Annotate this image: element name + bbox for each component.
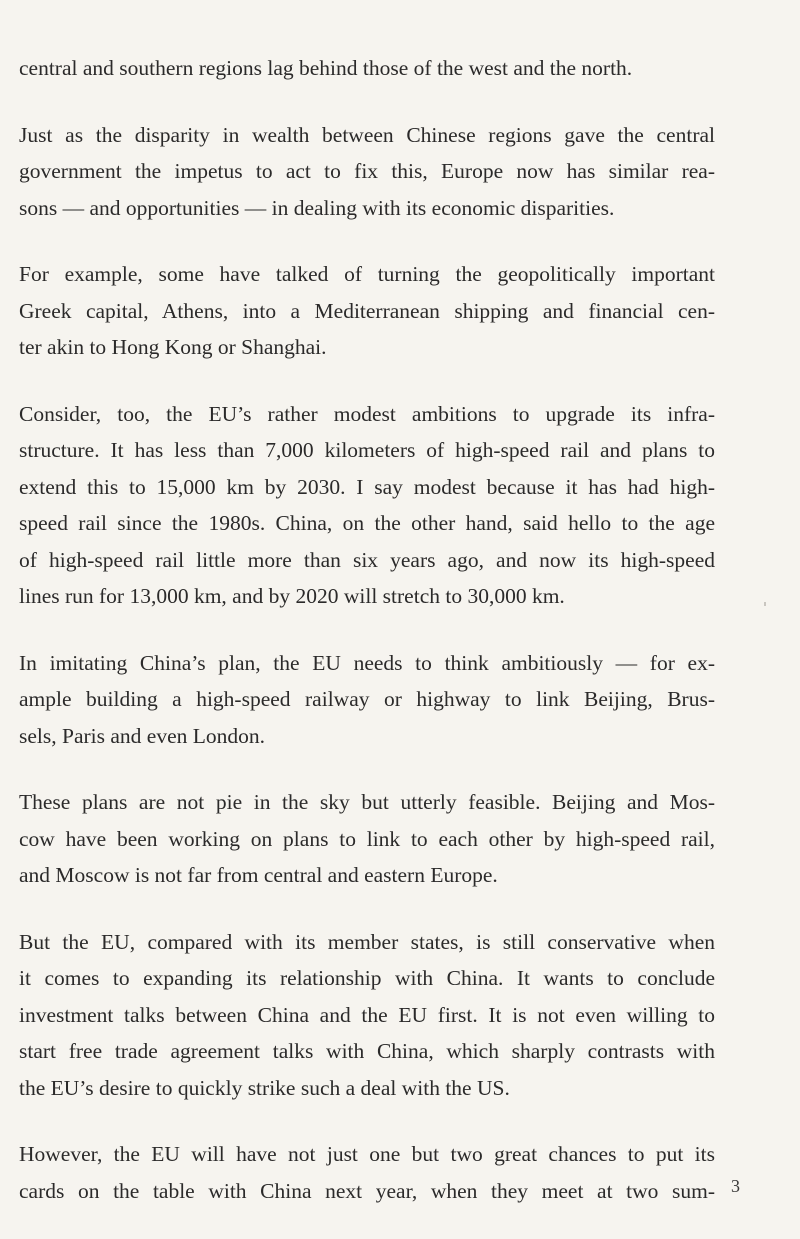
paragraph <box>19 256 715 366</box>
text-line: Just as the disparity in wealth between Chinese regions gave the central <box>19 122 715 147</box>
text-line: cow have been working on plans to link to each other by high-speed rail, <box>19 826 715 851</box>
paragraph <box>19 924 715 1107</box>
text-line: sels, Paris and even London. <box>19 723 266 748</box>
text-line: However, the EU will have not just one but two great chances to put its <box>19 1142 715 1166</box>
text-line: Consider, too, the EU’s rather modest ambitions to upgrade its infra- <box>19 401 715 426</box>
paragraph <box>19 645 715 755</box>
text-line: start free trade agreement talks with China, which sharply contrasts with <box>19 1039 715 1063</box>
text-line: But the EU, compared with its member states, is still conservative when <box>19 929 715 954</box>
scan-speck <box>764 602 766 606</box>
text-line: speed rail since the 1980s. China, on the other hand, said hello to the age <box>19 511 715 535</box>
text-line: extend this to 15,000 km by 2030. I say modest because it has had high- <box>19 474 715 499</box>
page-number: 3 <box>731 1176 740 1196</box>
text-line: structure. It has less than 7,000 kilometers of high-speed rail and plans to <box>19 438 715 462</box>
text-line: cards on the table with China next year, when they meet at two sum- <box>19 1178 715 1203</box>
paragraph <box>19 117 715 227</box>
paragraph <box>19 1136 715 1209</box>
text-line: government the impetus to act to fix this, Europe now has similar rea- <box>19 159 715 183</box>
text-line: investment talks between China and the EU first. It is not even willing to <box>19 1002 715 1027</box>
text-line: lines run for 13,000 km, and by 2020 will stretch to 30,000 km. <box>19 584 565 608</box>
paragraph <box>19 784 715 894</box>
paragraph <box>19 50 715 87</box>
text-line: central and southern regions lag behind those of the west and the north. <box>19 56 633 80</box>
text-line: and Moscow is not far from central and eastern Europe. <box>19 863 498 887</box>
paragraph <box>19 396 715 615</box>
text-line: the EU’s desire to quickly strike such a deal with the US. <box>19 1075 510 1100</box>
text-line: of high-speed rail little more than six years ago, and now its high-speed <box>19 547 715 572</box>
text-line: Greek capital, Athens, into a Mediterranean shipping and financial cen- <box>19 298 715 323</box>
text-line: sons — and opportunities — in dealing with its economic disparities. <box>19 195 615 220</box>
text-line: ample building a high-speed railway or highway to link Beijing, Brus- <box>19 687 715 711</box>
text-line: it comes to expanding its relationship with China. It wants to conclude <box>19 966 715 990</box>
text-line: These plans are not pie in the sky but utterly feasible. Beijing and Mos- <box>19 790 715 814</box>
text-line: For example, some have talked of turning the geopolitically important <box>19 262 715 286</box>
text-line: ter akin to Hong Kong or Shanghai. <box>19 335 327 359</box>
body-text <box>19 50 715 1239</box>
text-line: In imitating China’s plan, the EU needs to think ambitiously — for ex- <box>19 650 715 675</box>
